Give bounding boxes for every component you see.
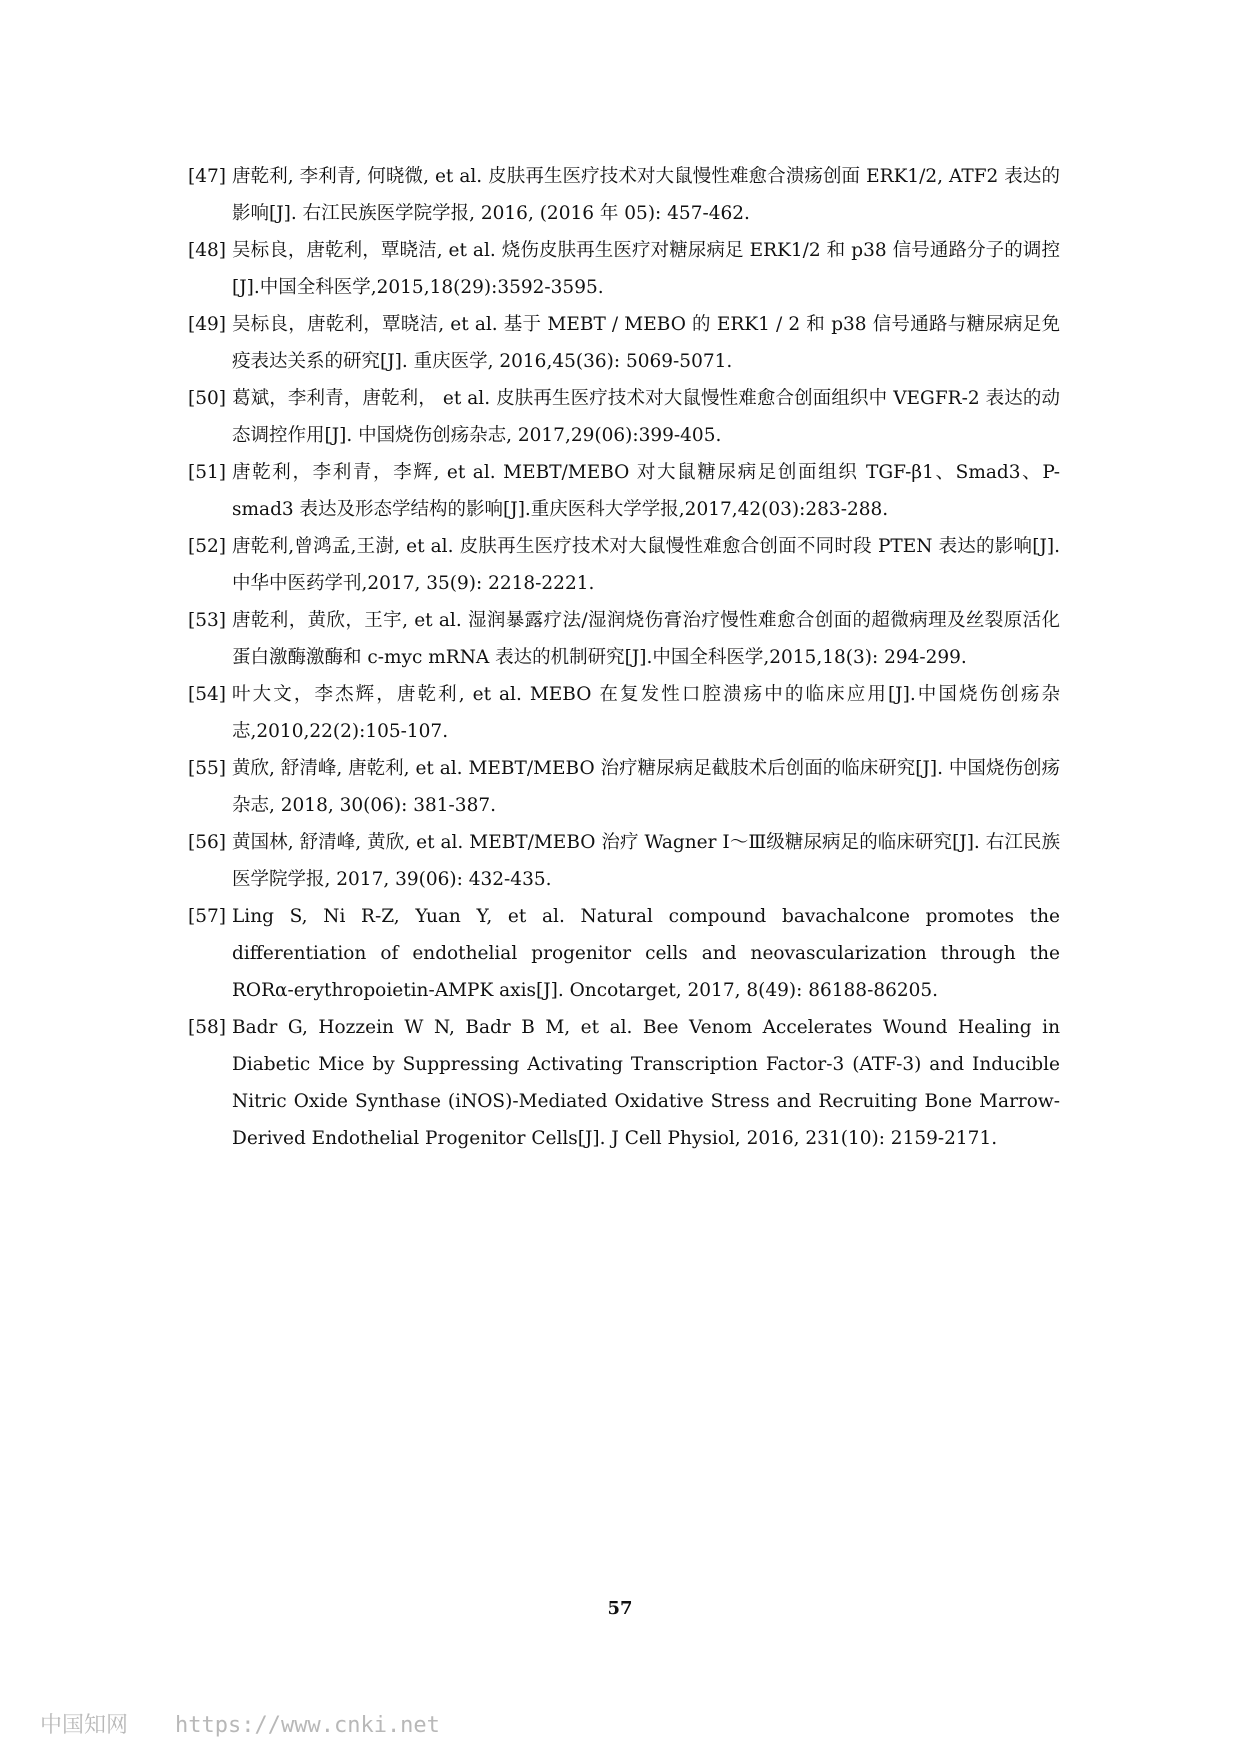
reference-text: 吴标良，唐乾利，覃晓洁, et al. 基于 MEBT / MEBO 的 ERK1 / 2 和 p38 信号通路与糖尿病足免疫表达关系的研究[J]. 重庆医学, 2016,45(36): 5069-5071. bbox=[232, 314, 1060, 372]
reference-item bbox=[188, 528, 1060, 602]
reference-number: [50] bbox=[188, 388, 226, 409]
reference-item bbox=[188, 676, 1060, 750]
reference-item bbox=[188, 232, 1060, 306]
reference-text: 唐乾利, 李利青, 何晓微, et al. 皮肤再生医疗技术对大鼠慢性难愈合溃疡创面 ERK1/2, ATF2 表达的影响[J]. 右江民族医学院学报, 2016, (2016 年 05): 457-462. bbox=[232, 166, 1060, 224]
reference-number: [52] bbox=[188, 536, 226, 557]
reference-text: Badr G, Hozzein W N, Badr B M, et al. Bee Venom Accelerates Wound Healing in Diabetic Mice by Suppressing Activating Transcription Factor-3 (ATF-3) and Inducible Nitric Oxide Synthase (iNOS)-Mediated Oxidative Stress and Recruiting Bone Marrow-Derived Endothelial Progenitor Cells[J]. J Cell Physiol, 2016, 231(10): 2159-2171. bbox=[232, 1017, 1060, 1149]
reference-number: [55] bbox=[188, 758, 226, 779]
reference-item bbox=[188, 454, 1060, 528]
reference-number: [49] bbox=[188, 314, 226, 335]
reference-item bbox=[188, 898, 1060, 1009]
reference-item bbox=[188, 1009, 1060, 1157]
reference-item bbox=[188, 602, 1060, 676]
reference-text: Ling S, Ni R-Z, Yuan Y, et al. Natural compound bavachalcone promotes the differentiation of endothelial progenitor cells and neovascularization through the RORα-erythropoietin-AMPK axis[J]. Oncotarget, 2017, 8(49): 86188-86205. bbox=[232, 906, 1060, 1001]
reference-text: 黄欣, 舒清峰, 唐乾利, et al. MEBT/MEBO 治疗糖尿病足截肢术后创面的临床研究[J]. 中国烧伤创疡杂志, 2018, 30(06): 381-387. bbox=[232, 758, 1060, 816]
reference-text: 吴标良，唐乾利，覃晓洁, et al. 烧伤皮肤再生医疗对糖尿病足 ERK1/2 和 p38 信号通路分子的调控[J].中国全科医学,2015,18(29):3592-3595. bbox=[232, 240, 1060, 298]
reference-text: 黄国林, 舒清峰, 黄欣, et al. MEBT/MEBO 治疗 Wagner Ⅰ～Ⅲ级糖尿病足的临床研究[J]. 右江民族医学院学报, 2017, 39(06): 432-435. bbox=[232, 832, 1060, 890]
reference-list bbox=[188, 158, 1060, 1157]
reference-text: 叶大文，李杰辉，唐乾利, et al. MEBO 在复发性口腔溃疡中的临床应用[J].中国烧伤创疡杂志,2010,22(2):105-107. bbox=[232, 684, 1060, 742]
watermark-site-name: 中国知网 bbox=[40, 1713, 129, 1738]
reference-item bbox=[188, 380, 1060, 454]
reference-text: 唐乾利,曾鸿孟,王澍, et al. 皮肤再生医疗技术对大鼠慢性难愈合创面不同时段 PTEN 表达的影响[J].中华中医药学刊,2017, 35(9): 2218-2221. bbox=[232, 536, 1060, 594]
reference-number: [56] bbox=[188, 832, 226, 853]
reference-number: [48] bbox=[188, 240, 226, 261]
reference-number: [57] bbox=[188, 906, 226, 927]
reference-number: [58] bbox=[188, 1017, 226, 1038]
watermark-url: https://www.cnki.net bbox=[175, 1713, 440, 1738]
reference-item bbox=[188, 158, 1060, 232]
watermark bbox=[40, 1708, 440, 1739]
page-number: 57 bbox=[607, 1598, 633, 1619]
reference-number: [51] bbox=[188, 462, 226, 483]
reference-item bbox=[188, 306, 1060, 380]
reference-number: [53] bbox=[188, 610, 226, 631]
reference-text: 葛斌，李利青，唐乾利， et al. 皮肤再生医疗技术对大鼠慢性难愈合创面组织中 VEGFR-2 表达的动态调控作用[J]. 中国烧伤创疡杂志, 2017,29(06):399-405. bbox=[232, 388, 1060, 446]
reference-number: [47] bbox=[188, 166, 226, 187]
reference-item bbox=[188, 750, 1060, 824]
reference-item bbox=[188, 824, 1060, 898]
reference-text: 唐乾利，黄欣，王宇, et al. 湿润暴露疗法/湿润烧伤膏治疗慢性难愈合创面的超微病理及丝裂原活化蛋白激酶激酶和 c-myc mRNA 表达的机制研究[J].中国全科医学,2015,18(3): 294-299. bbox=[232, 610, 1060, 668]
reference-text: 唐乾利，李利青，李辉, et al. MEBT/MEBO 对大鼠糖尿病足创面组织 TGF-β1、Smad3、P-smad3 表达及形态学结构的影响[J].重庆医科大学学报,2017,42(03):283-288. bbox=[232, 462, 1060, 520]
reference-number: [54] bbox=[188, 684, 226, 705]
